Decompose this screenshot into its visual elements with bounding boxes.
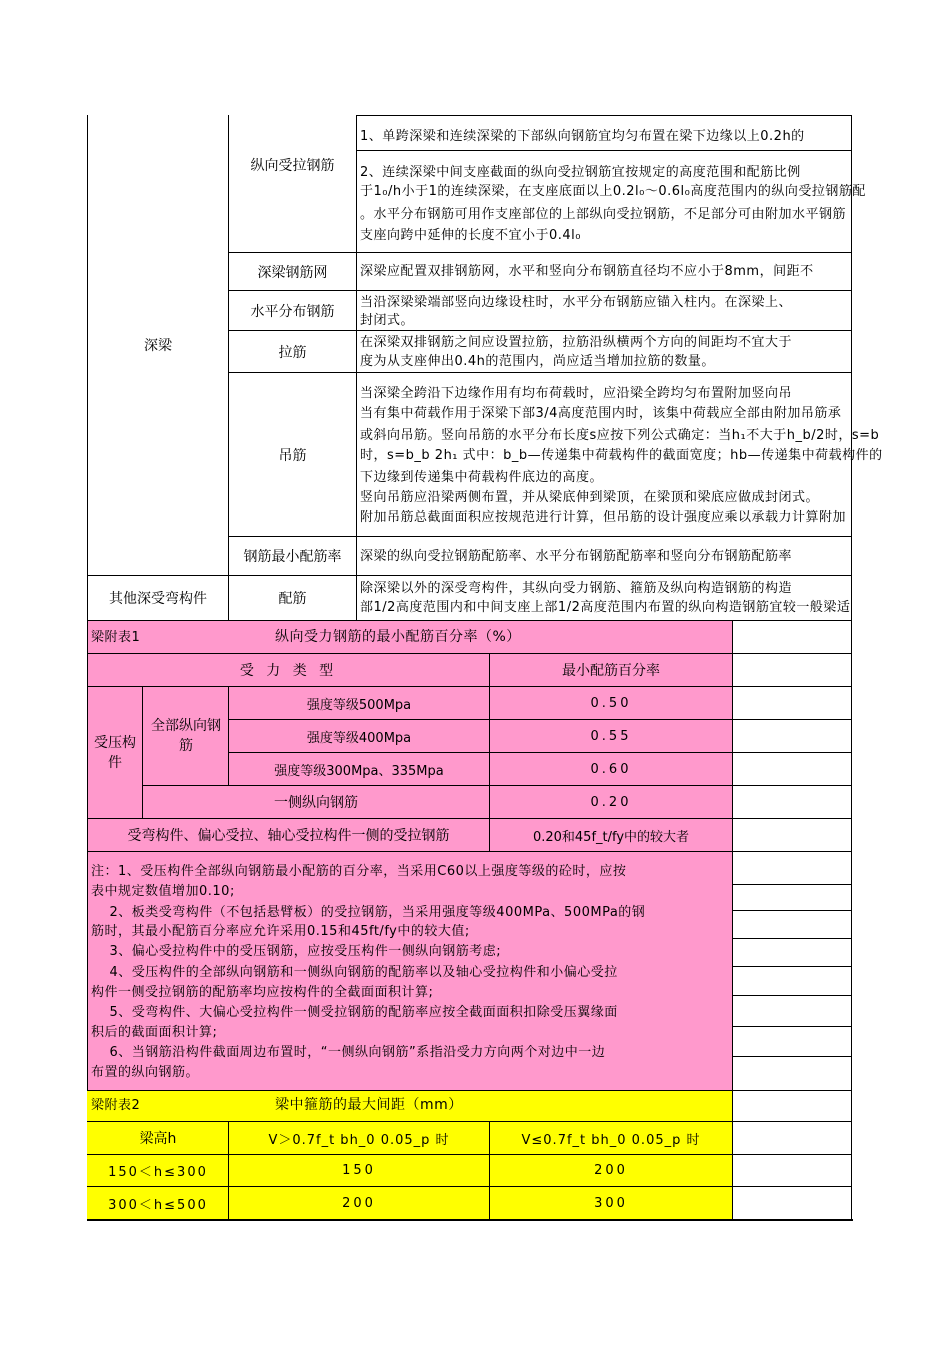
row-label-longitudinal-tension: 纵向受拉钢筋 (250, 158, 335, 174)
row-text-line: 当沿深梁梁端部竖向边缘设柱时，水平分布钢筋应锚入柱内。在深梁上、 (360, 295, 793, 310)
table2-id: 梁附表2 (91, 1098, 141, 1113)
table1-note-line: 构件一侧受拉钢筋的配筋率均应按构件的全截面面积计算; (91, 985, 434, 1000)
row-text-line: 深梁的纵向受拉钢筋配筋率、水平分布钢筋配筋率和竖向分布钢筋配筋率 (360, 549, 793, 564)
table1-title: 纵向受力钢筋的最小配筋百分率（%） (275, 629, 521, 645)
row-text-line: 深梁应配置双排钢筋网，水平和竖向分布钢筋直径均不应小于8mm，间距不 (360, 264, 814, 279)
other-deep-label: 配筋 (278, 591, 307, 607)
table1-row-type: 强度等级400Mpa (306, 730, 412, 746)
deep-beam-category: 深梁 (144, 338, 172, 354)
table1-id: 梁附表1 (91, 630, 141, 645)
table2-row-h: 300＜h≤500 (108, 1197, 208, 1213)
table1-row-rate: 0.50 (590, 695, 632, 711)
table1-note-line: 3、偏心受拉构件中的受压钢筋，应按受压构件一侧纵向钢筋考虑; (91, 944, 502, 959)
row-text-line: 在深梁双排钢筋之间应设置拉筋，拉筋沿纵横两个方向的间距均不宜大于 (360, 335, 793, 350)
row-label-tie-bar: 拉筋 (278, 344, 307, 361)
table1-row-rate: 0.55 (590, 728, 632, 744)
other-deep-category: 其他深受弯构件 (109, 591, 207, 607)
table2-row-h: 150＜h≤300 (108, 1165, 208, 1180)
row-text-line: 2、连续深梁中间支座截面的纵向受拉钢筋宜按规定的高度范围和配筋比例 (360, 165, 801, 180)
table1-subgroup-all: 全部纵向钢筋 (151, 718, 221, 754)
row-text-line: 于1₀/h小于1的连续深梁，在支座底面以上0.2l₀～0.6l₀高度范围内的纵向受拉钢筋配 (360, 184, 866, 199)
row-text-line: 度为从支座伸出0.4h的范围内，尚应适当增加拉筋的数量。 (360, 354, 715, 369)
table2-header-h: 梁高h (139, 1131, 177, 1147)
table2-row-b: 200 (594, 1163, 628, 1178)
row-text-line: 支座向跨中延伸的长度不宜小于0.4l₀ (360, 228, 581, 243)
row-text-line: 除深梁以外的深受弯构件，其纵向受力钢筋、箍筋及纵向构造钢筋的构造 (360, 581, 793, 596)
table1-note-line: 布置的纵向钢筋。 (91, 1065, 200, 1080)
table2-title: 梁中箍筋的最大间距（mm） (275, 1097, 463, 1113)
table1-header-rate: 最小配筋百分率 (562, 663, 660, 679)
row-label-hanger-bar: 吊筋 (278, 447, 307, 464)
row-label-mesh: 深梁钢筋网 (257, 264, 328, 281)
table2-row-a: 200 (342, 1195, 376, 1211)
table2-header-a: V＞0.7f_t bh_0 0.05_p 时 (268, 1132, 450, 1148)
table1-row-rate: 0.20 (590, 794, 632, 810)
table1-note-line: 2、板类受弯构件（不包括悬臂板）的受拉钢筋，当采用强度等级400MPa、500MPa的钢 (91, 905, 646, 920)
row-text-line: 或斜向吊筋。竖向吊筋的水平分布长度s应按下列公式确定：当h₁不大于h_b/2时，s=b (360, 428, 880, 443)
row-text-line: 附加吊筋总截面面积应按规范进行计算，但吊筋的设计强度应乘以承载力计算附加 (360, 510, 847, 525)
table1-row-type: 强度等级500Mpa (306, 697, 412, 713)
table1-row-type: 强度等级300Mpa、335Mpa (274, 763, 444, 779)
table1-row-rate: 0.60 (590, 761, 632, 777)
row-text-line: 竖向吊筋应沿梁两侧布置，并从梁底伸到梁顶，在梁顶和梁底应做成封闭式。 (360, 490, 820, 505)
table1-note-line: 4、受压构件的全部纵向钢筋和一侧纵向钢筋的配筋率以及轴心受拉构件和小偏心受拉 (91, 965, 618, 980)
row-text-line: 当深梁全跨沿下边缘作用有均布荷载时，应沿梁全跨均匀布置附加竖向吊 (360, 386, 793, 401)
table1-row-type: 受弯构件、偏心受拉、轴心受拉构件一侧的受拉钢筋 (127, 828, 450, 844)
table1-note-line: 筋时，其最小配筋百分率应允许采用0.15和45ft/fy中的较大值; (91, 924, 470, 939)
table1-note-line: 积后的截面面积计算; (91, 1025, 218, 1040)
row-text-line: 。水平分布钢筋可用作支座部位的上部纵向受拉钢筋，不足部分可由附加水平钢筋 (360, 207, 847, 222)
table2-header-b: V≤0.7f_t bh_0 0.05_p 时 (521, 1132, 701, 1148)
row-text-line: 1、单跨深梁和连续深梁的下部纵向钢筋宜均匀布置在梁下边缘以上0.2h的 (360, 129, 805, 144)
table2-row-b: 300 (594, 1195, 628, 1211)
row-text-line: 时，s=b_b 2h₁ 式中：b_b—传递集中荷载构件的截面宽度；hb—传递集中荷载构件的 (360, 448, 883, 463)
table1-header-type: 受 力 类 型 (239, 663, 338, 679)
table1-note-line: 表中规定数值增加0.10; (91, 884, 235, 899)
row-label-horizontal-distribution: 水平分布钢筋 (250, 303, 335, 320)
table2-row-a: 150 (342, 1163, 376, 1178)
table1-note-line: 6、当钢筋沿构件截面周边布置时，“一侧纵向钢筋”系指沿受力方向两个对边中一边 (91, 1045, 606, 1060)
row-text-line: 封闭式。 (360, 313, 415, 328)
table1-group-compression: 受压构件 (94, 734, 136, 771)
table1-note-line: 5、受弯构件、大偏心受拉构件一侧受拉钢筋的配筋率应按全截面面积扣除受压翼缘面 (91, 1005, 618, 1020)
table1-note-line: 注：1、受压构件全部纵向钢筋最小配筋的百分率，当采用C60以上强度等级的砼时，应按 (91, 864, 627, 879)
table1-row-rate: 0.20和45f_t/fy中的较大者 (532, 829, 690, 845)
row-text-line: 部1/2高度范围内和中间支座上部1/2高度范围内布置的纵向构造钢筋宜较一般梁适 (360, 600, 851, 615)
row-text-line: 当有集中荷载作用于深梁下部3/4高度范围内时，该集中荷载应全部由附加吊筋承 (360, 406, 842, 421)
row-label-min-ratio: 钢筋最小配筋率 (243, 549, 342, 565)
row-text-line: 下边缘到传递集中荷载构件底边的高度。 (360, 470, 604, 485)
table1-row-type: 一侧纵向钢筋 (274, 795, 358, 811)
